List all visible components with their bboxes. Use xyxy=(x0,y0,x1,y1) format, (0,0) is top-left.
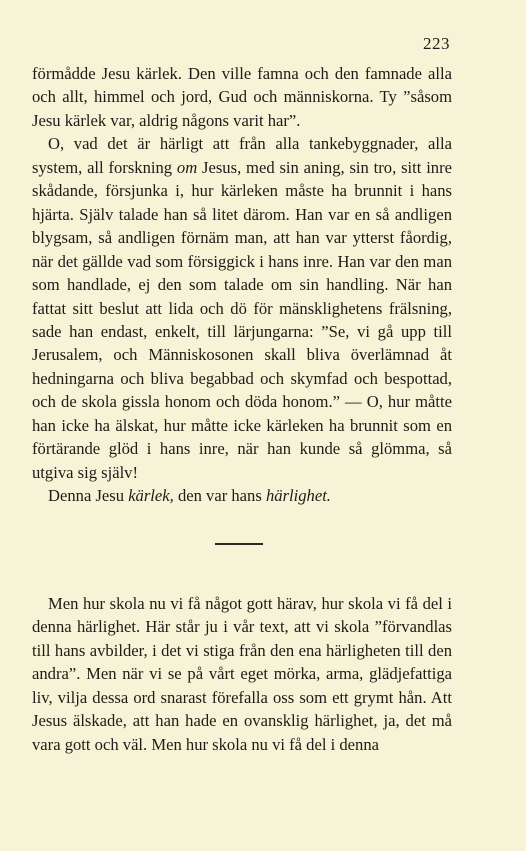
text-run: Jesus, med sin aning, sin tro, sitt inre skådande, försjunka i, hur kärleken måste ha brunnit i hans hjärta. Själv talade han så litet därom. Han var en så andligen blygsam, så andligen förnäm man, att han var ytterst fåordig, när det gällde vad som försiggick i hans inre. Han var den man som handlade, ej den som talade om sin handling. När han fattat sitt beslut att lida och dö för mänsklighetens frälsning, sade han endast, enkelt, till lärjungarna: ”Se, vi gå upp till Jerusalem, och Människosonen skall bliva överlämnad åt hedningarna och bliva begabbad och skymfad och bespottad, och de skola gissla honom och döda honom.” — O, hur måtte han icke ha älskat, hur måtte icke kärleken ha brunnit som en förtärande glöd i hans inre, när han kunde så glömma, så utgiva sig själv! xyxy=(32,157,452,482)
text-run: Denna Jesu xyxy=(48,486,129,506)
paragraph: förmådde Jesu kärlek. Den ville famna och den famnade alla och allt, himmel och jord, Gud och människorna. Ty ”såsom Jesu kärlek var, aldrig någons varit har”. xyxy=(32,64,452,130)
text-section-2 xyxy=(32,592,452,756)
page-number: 223 xyxy=(423,34,450,53)
emphasis: om xyxy=(176,157,198,177)
paragraph xyxy=(32,132,452,484)
text-run: O, vad det är härligt att från alla tankebyggnader, alla system, all forskning xyxy=(32,134,452,177)
text-run: den var hans xyxy=(173,486,266,506)
emphasis: kärlek, xyxy=(128,486,174,506)
emphasis: härlighet. xyxy=(265,486,331,506)
paragraph xyxy=(32,484,452,507)
text-section-1 xyxy=(32,62,452,508)
paragraph: Men hur skola nu vi få något gott härav, hur skola vi få del i denna härlighet. Här står ju i vår text, att vi skola ”förvandlas till hans avbilder, i det vi stiga från den ena härligheten till den andra”. Men när vi se på vårt eget mörka, arma, glädjefattiga liv, vilja dessa ord snarast förefalla oss som ett grymt hån. Att Jesus älskade, att han hade en ovansklig härlighet, ja, det må vara gott och väl. Men hur skola nu vi få del i denna xyxy=(32,594,452,754)
section-divider xyxy=(215,543,263,545)
